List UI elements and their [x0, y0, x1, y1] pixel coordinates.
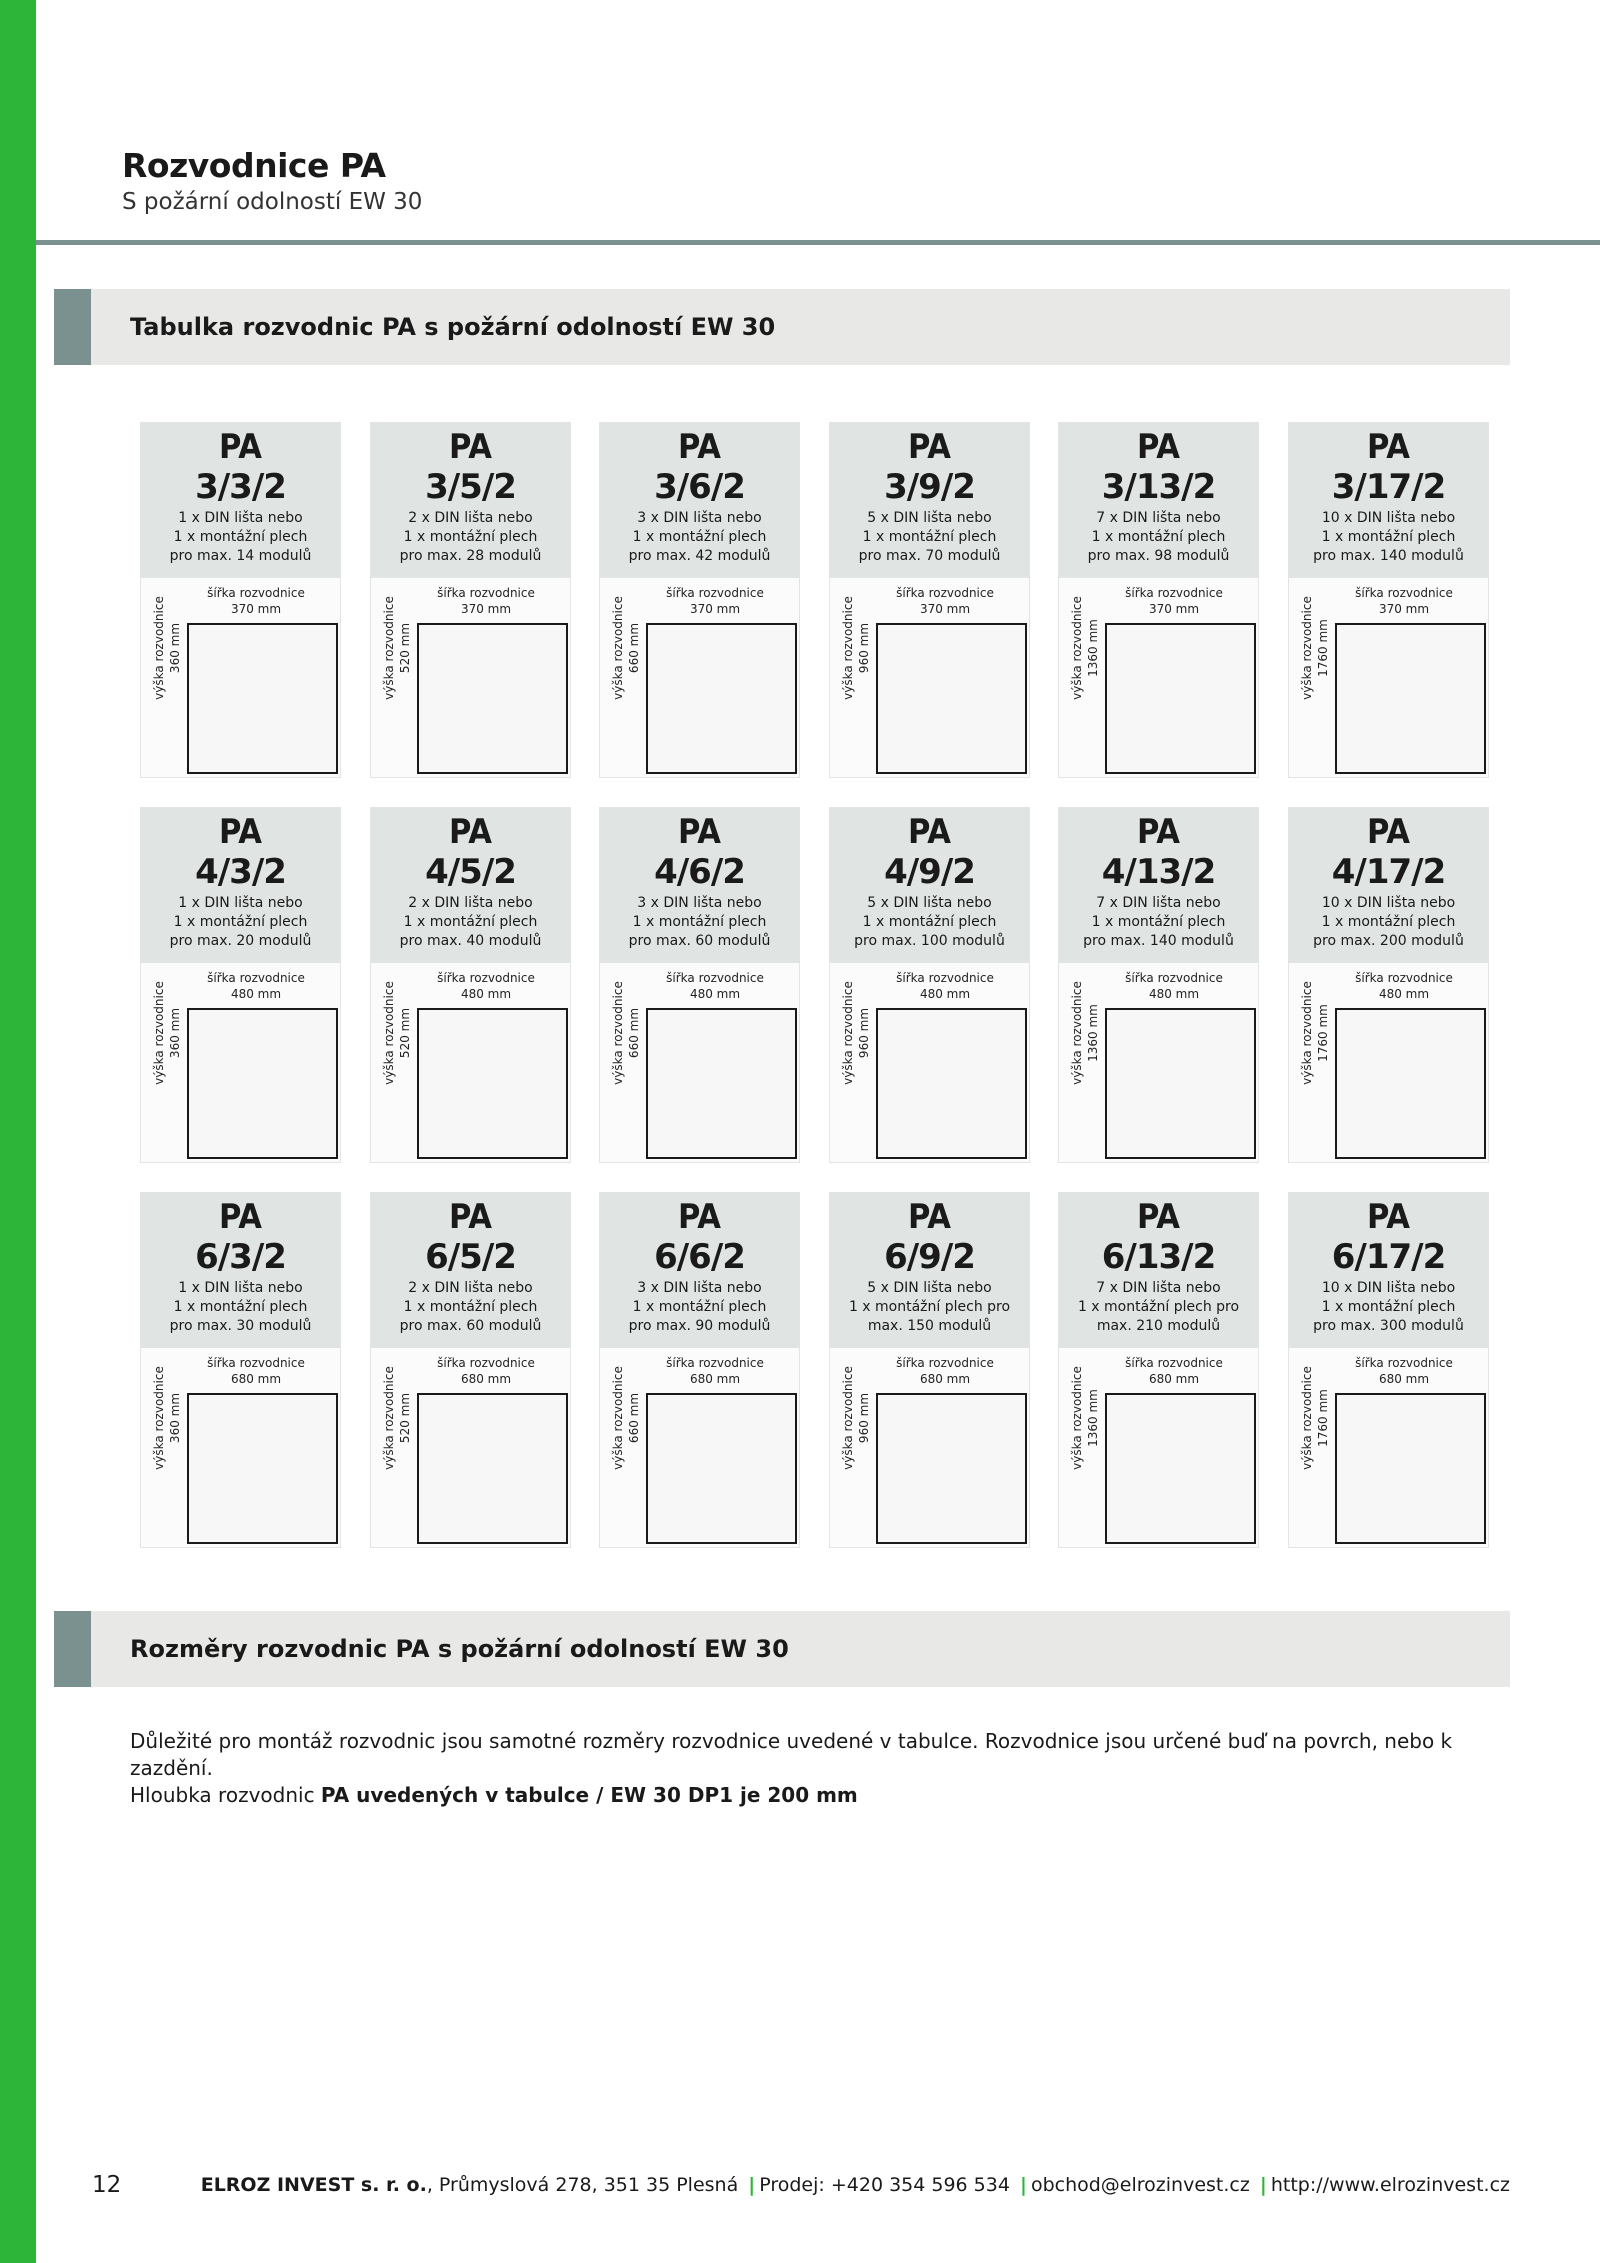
- card-series: PA: [908, 812, 951, 852]
- product-card: [1288, 807, 1489, 1163]
- card-header: [371, 1193, 570, 1348]
- card-description: 10 x DIN lišta nebo 1 x montážní plech pro max. 300 modulů: [1313, 1280, 1464, 1334]
- card-width-label: šířka rozvodnice 480 mm: [207, 971, 305, 1001]
- card-model: 3/9/2: [884, 467, 975, 507]
- card-width-label: šířka rozvodnice 680 mm: [437, 1356, 535, 1386]
- card-height-label: výška rozvodnice 1760 mm: [1300, 596, 1330, 700]
- card-height-label: výška rozvodnice 1760 mm: [1300, 1366, 1330, 1470]
- card-series: PA: [449, 1197, 492, 1237]
- card-height-label: výška rozvodnice 960 mm: [841, 981, 871, 1085]
- card-model: 6/3/2: [195, 1237, 286, 1277]
- enclosure-outline: [1105, 623, 1256, 774]
- enclosure-outline: [1105, 1393, 1256, 1544]
- page-title: Rozvodnice PA: [122, 146, 386, 185]
- card-width-label: šířka rozvodnice 370 mm: [666, 586, 764, 616]
- note-line-2: [130, 1782, 1510, 1809]
- card-height-label: výška rozvodnice 1760 mm: [1300, 981, 1330, 1085]
- card-model: 6/17/2: [1331, 1237, 1446, 1277]
- card-description: 2 x DIN lišta nebo 1 x montážní plech pro max. 28 modulů: [399, 510, 542, 564]
- page-subtitle: S požární odolností EW 30: [122, 189, 423, 215]
- card-header: [141, 1193, 340, 1348]
- brand-side-bar: [0, 0, 36, 2263]
- card-width-label: šířka rozvodnice 370 mm: [1355, 586, 1453, 616]
- card-width-label: šířka rozvodnice 480 mm: [1355, 971, 1453, 1001]
- card-height-label: výška rozvodnice 360 mm: [152, 981, 182, 1085]
- card-header: [1289, 423, 1488, 578]
- enclosure-outline: [1335, 1393, 1486, 1544]
- card-series: PA: [1137, 427, 1180, 467]
- card-model: 4/17/2: [1331, 852, 1446, 892]
- card-height-label: výška rozvodnice 660 mm: [611, 981, 641, 1085]
- note-line-1: Důležité pro montáž rozvodnic jsou samotné rozměry rozvodnice uvedené v tabulce. Rozvodnice jsou určené buď na povrch, nebo k zazdění.: [130, 1729, 1453, 1780]
- card-description: 1 x DIN lišta nebo 1 x montážní plech pro max. 14 modulů: [169, 510, 312, 564]
- product-card: [1058, 422, 1259, 778]
- card-description: 5 x DIN lišta nebo 1 x montážní plech pro max. 100 modulů: [854, 895, 1005, 949]
- card-model: 6/9/2: [884, 1237, 975, 1277]
- enclosure-outline: [646, 1008, 797, 1159]
- card-description: 1 x DIN lišta nebo 1 x montážní plech pro max. 30 modulů: [169, 1280, 312, 1334]
- enclosure-outline: [187, 1008, 338, 1159]
- card-model: 4/9/2: [884, 852, 975, 892]
- card-header: [1059, 423, 1258, 578]
- card-header: [600, 423, 799, 578]
- enclosure-outline: [1335, 1008, 1486, 1159]
- card-series: PA: [1367, 1197, 1410, 1237]
- product-card: [140, 1192, 341, 1548]
- footer-separator: |: [1020, 2174, 1027, 2196]
- section-header-dimensions: [54, 1611, 1510, 1687]
- card-header: [1059, 1193, 1258, 1348]
- card-width-label: šířka rozvodnice 680 mm: [896, 1356, 994, 1386]
- card-series: PA: [908, 427, 951, 467]
- card-model: 3/17/2: [1331, 467, 1446, 507]
- page-number: 12: [92, 2172, 122, 2198]
- card-width-label: šířka rozvodnice 480 mm: [666, 971, 764, 1001]
- product-card: [1058, 1192, 1259, 1548]
- card-header: [141, 423, 340, 578]
- card-series: PA: [1367, 427, 1410, 467]
- card-series: PA: [219, 1197, 262, 1237]
- card-header: [1059, 808, 1258, 963]
- enclosure-outline: [417, 1008, 568, 1159]
- card-height-label: výška rozvodnice 520 mm: [382, 1366, 412, 1470]
- card-model: 4/6/2: [654, 852, 745, 892]
- card-height-label: výška rozvodnice 520 mm: [382, 596, 412, 700]
- card-width-label: šířka rozvodnice 680 mm: [1355, 1356, 1453, 1386]
- product-card: [829, 1192, 1030, 1548]
- enclosure-outline: [646, 623, 797, 774]
- footer-website-link[interactable]: http://www.elrozinvest.cz: [1270, 2174, 1510, 2196]
- card-width-label: šířka rozvodnice 680 mm: [1125, 1356, 1223, 1386]
- product-card: [140, 807, 341, 1163]
- card-header: [1289, 808, 1488, 963]
- header-divider: [36, 240, 1600, 245]
- card-series: PA: [1137, 1197, 1180, 1237]
- product-card: [370, 422, 571, 778]
- card-description: 1 x DIN lišta nebo 1 x montážní plech pro max. 20 modulů: [169, 895, 312, 949]
- footer-phone: Prodej: +420 354 596 534: [759, 2174, 1010, 2196]
- enclosure-outline: [1105, 1008, 1256, 1159]
- enclosure-outline: [187, 1393, 338, 1544]
- note-line-2-bold: PA uvedených v tabulce / EW 30 DP1 je 200 mm: [320, 1783, 858, 1807]
- card-model: 6/13/2: [1101, 1237, 1216, 1277]
- card-description: 7 x DIN lišta nebo 1 x montážní plech pro max. 98 modulů: [1087, 510, 1230, 564]
- card-description: 5 x DIN lišta nebo 1 x montážní plech pro max. 150 modulů: [848, 1280, 1011, 1334]
- card-height-label: výška rozvodnice 1360 mm: [1070, 596, 1100, 700]
- card-series: PA: [678, 1197, 721, 1237]
- product-card: [829, 422, 1030, 778]
- product-card: [370, 1192, 571, 1548]
- card-header: [371, 423, 570, 578]
- card-height-label: výška rozvodnice 960 mm: [841, 1366, 871, 1470]
- card-height-label: výška rozvodnice 360 mm: [152, 1366, 182, 1470]
- card-width-label: šířka rozvodnice 370 mm: [437, 586, 535, 616]
- card-series: PA: [1137, 812, 1180, 852]
- card-header: [600, 808, 799, 963]
- card-description: 3 x DIN lišta nebo 1 x montážní plech pro max. 90 modulů: [628, 1280, 771, 1334]
- card-model: 3/13/2: [1101, 467, 1216, 507]
- enclosure-outline: [1335, 623, 1486, 774]
- product-card: [599, 422, 800, 778]
- card-width-label: šířka rozvodnice 680 mm: [666, 1356, 764, 1386]
- footer-separator: |: [1259, 2174, 1267, 2196]
- card-header: [830, 808, 1029, 963]
- card-series: PA: [219, 812, 262, 852]
- card-header: [1289, 1193, 1488, 1348]
- footer-contact: [201, 2174, 1510, 2196]
- card-description: 2 x DIN lišta nebo 1 x montážní plech pro max. 60 modulů: [399, 1280, 542, 1334]
- enclosure-outline: [646, 1393, 797, 1544]
- card-model: 6/5/2: [425, 1237, 516, 1277]
- enclosure-outline: [417, 1393, 568, 1544]
- card-height-label: výška rozvodnice 360 mm: [152, 596, 182, 700]
- section-accent: [54, 1611, 91, 1687]
- dimensions-note: [130, 1728, 1510, 1809]
- card-model: 4/5/2: [425, 852, 516, 892]
- product-card: [140, 422, 341, 778]
- card-width-label: šířka rozvodnice 480 mm: [896, 971, 994, 1001]
- section-title-dimensions: Rozměry rozvodnic PA s požární odolností EW 30: [130, 1635, 789, 1663]
- card-description: 3 x DIN lišta nebo 1 x montážní plech pro max. 42 modulů: [628, 510, 771, 564]
- section-accent: [54, 289, 91, 365]
- section-title-table: Tabulka rozvodnic PA s požární odolností EW 30: [130, 313, 776, 341]
- card-width-label: šířka rozvodnice 370 mm: [896, 586, 994, 616]
- product-card: [829, 807, 1030, 1163]
- enclosure-outline: [876, 1008, 1027, 1159]
- enclosure-outline: [876, 623, 1027, 774]
- card-header: [830, 423, 1029, 578]
- enclosure-outline: [876, 1393, 1027, 1544]
- enclosure-outline: [417, 623, 568, 774]
- product-card: [599, 1192, 800, 1548]
- card-width-label: šířka rozvodnice 480 mm: [1125, 971, 1223, 1001]
- card-header: [141, 808, 340, 963]
- card-width-label: šířka rozvodnice 680 mm: [207, 1356, 305, 1386]
- card-height-label: výška rozvodnice 520 mm: [382, 981, 412, 1085]
- card-model: 3/3/2: [195, 467, 286, 507]
- card-series: PA: [1367, 812, 1410, 852]
- card-height-label: výška rozvodnice 660 mm: [611, 1366, 641, 1470]
- card-description: 3 x DIN lišta nebo 1 x montážní plech pro max. 60 modulů: [628, 895, 771, 949]
- card-width-label: šířka rozvodnice 370 mm: [207, 586, 305, 616]
- card-description: 5 x DIN lišta nebo 1 x montážní plech pro max. 70 modulů: [858, 510, 1001, 564]
- card-height-label: výška rozvodnice 660 mm: [611, 596, 641, 700]
- card-series: PA: [449, 812, 492, 852]
- product-card: [1058, 807, 1259, 1163]
- card-description: 10 x DIN lišta nebo 1 x montážní plech pro max. 140 modulů: [1313, 510, 1464, 564]
- card-series: PA: [678, 812, 721, 852]
- product-card: [1288, 422, 1489, 778]
- card-model: 4/3/2: [195, 852, 286, 892]
- footer-email-link[interactable]: obchod@elrozinvest.cz: [1030, 2174, 1250, 2196]
- card-model: 6/6/2: [654, 1237, 745, 1277]
- card-description: 2 x DIN lišta nebo 1 x montážní plech pro max. 40 modulů: [399, 895, 542, 949]
- card-model: 4/13/2: [1101, 852, 1216, 892]
- card-model: 3/5/2: [425, 467, 516, 507]
- card-width-label: šířka rozvodnice 370 mm: [1125, 586, 1223, 616]
- card-header: [371, 808, 570, 963]
- footer-separator: |: [748, 2174, 756, 2196]
- note-line-2-prefix: Hloubka rozvodnic: [130, 1783, 321, 1807]
- card-model: 3/6/2: [654, 467, 745, 507]
- section-header-table: [54, 289, 1510, 365]
- card-header: [830, 1193, 1029, 1348]
- card-header: [600, 1193, 799, 1348]
- product-card: [599, 807, 800, 1163]
- card-height-label: výška rozvodnice 1360 mm: [1070, 1366, 1100, 1470]
- card-description: 7 x DIN lišta nebo 1 x montážní plech pro max. 210 modulů: [1077, 1280, 1240, 1334]
- footer-address: , Průmyslová 278, 351 35 Plesná: [426, 2174, 739, 2196]
- card-series: PA: [449, 427, 492, 467]
- product-card: [1288, 1192, 1489, 1548]
- product-card: [370, 807, 571, 1163]
- card-series: PA: [908, 1197, 951, 1237]
- footer-company: ELROZ INVEST s. r. o.: [200, 2174, 427, 2196]
- card-description: 7 x DIN lišta nebo 1 x montážní plech pro max. 140 modulů: [1083, 895, 1234, 949]
- card-width-label: šířka rozvodnice 480 mm: [437, 971, 535, 1001]
- card-height-label: výška rozvodnice 1360 mm: [1070, 981, 1100, 1085]
- card-series: PA: [219, 427, 262, 467]
- card-series: PA: [678, 427, 721, 467]
- card-description: 10 x DIN lišta nebo 1 x montážní plech pro max. 200 modulů: [1313, 895, 1464, 949]
- card-height-label: výška rozvodnice 960 mm: [841, 596, 871, 700]
- enclosure-outline: [187, 623, 338, 774]
